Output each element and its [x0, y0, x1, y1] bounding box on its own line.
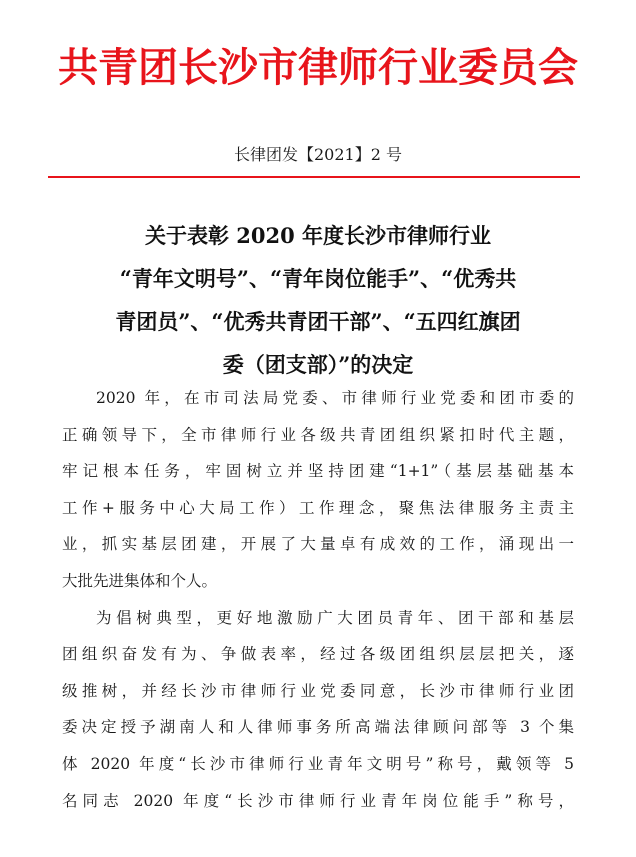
paragraph-line: 大批先进集体和个人。	[62, 571, 218, 590]
paragraph-line: 业，抓实基层团建，开展了大量卓有成效的工作，涌现出一	[62, 535, 574, 554]
paragraph-line: 牢记根本任务，牢固树立并坚持团建“1+1”（基层基础基本	[62, 462, 574, 481]
paragraph-line: 级推树，并经长沙市律师行业党委同意，长沙市律师行业团	[62, 681, 574, 700]
title-line: 青团员”、“优秀共青团干部”、“五四红旗团	[115, 309, 521, 334]
paragraph-line: 工作+服务中心大局工作）工作理念，聚焦法律服务主责主	[62, 498, 574, 517]
paragraph-2	[62, 600, 574, 820]
document-body	[62, 380, 574, 819]
title-line: 委（团支部）”的决定	[222, 352, 414, 377]
document-number: 长律团发【2021】2 号	[234, 145, 402, 164]
title-line: “青年文明号”、“青年岗位能手”、“优秀共	[119, 266, 517, 291]
masthead-title: 共青团长沙市律师行业委员会	[58, 44, 578, 91]
red-divider-line	[48, 176, 580, 178]
paragraph-line: 委决定授予湖南人和人律师事务所高端法律顾问部等 3 个集	[62, 718, 574, 737]
paragraph-1	[62, 380, 574, 600]
paragraph-line: 名同志 2020 年度“长沙市律师行业青年岗位能手”称号，	[62, 791, 574, 810]
paragraph-line: 2020 年，在市司法局党委、市律师行业党委和团市委的	[96, 389, 574, 407]
paragraph-line: 正确领导下，全市律师行业各级共青团组织紧扣时代主题，	[62, 425, 574, 444]
paragraph-line: 为倡树典型，更好地激励广大团员青年、团干部和基层	[96, 608, 574, 627]
paragraph-line: 体 2020 年度“长沙市律师行业青年文明号”称号，戴领等 5	[62, 754, 574, 773]
title-line: 关于表彰 2020 年度长沙市律师行业	[144, 223, 492, 248]
paragraph-line: 团组织奋发有为、争做表率，经过各级团组织层层把关，逐	[62, 645, 574, 664]
document-title	[56, 214, 580, 386]
